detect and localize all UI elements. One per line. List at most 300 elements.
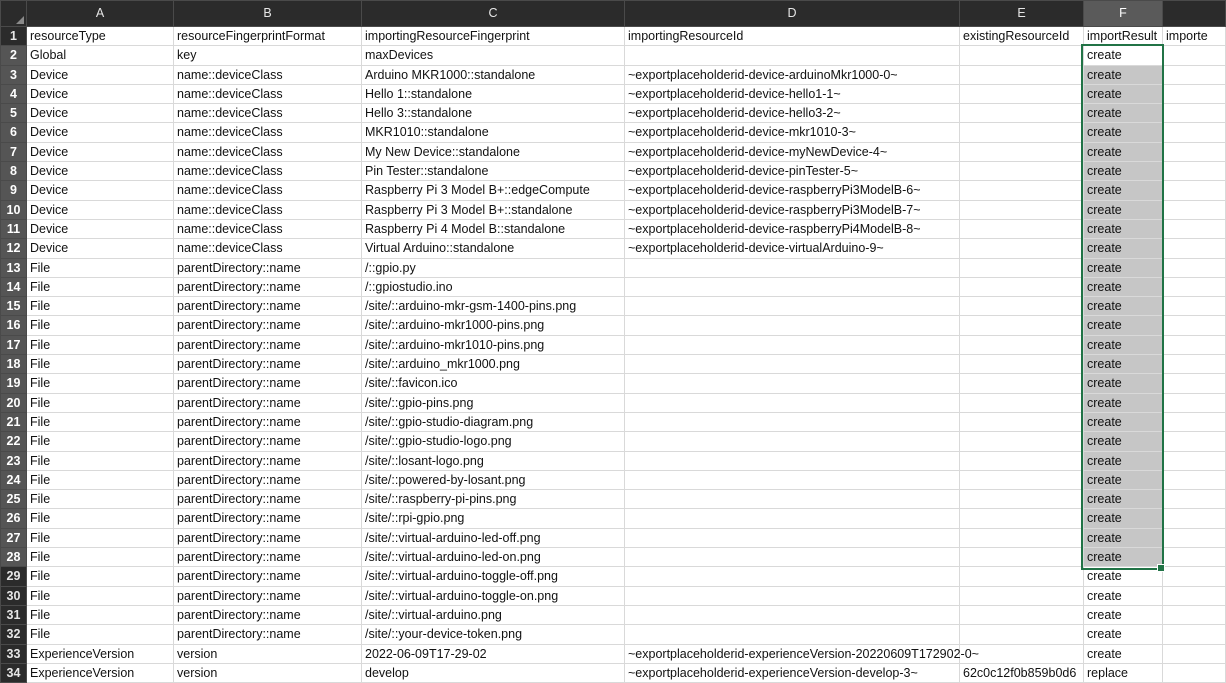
sheet-row — [1, 104, 1226, 123]
cell[interactable]: File — [27, 528, 174, 547]
cell[interactable]: maxDevices — [362, 46, 625, 65]
cell[interactable]: parentDirectory::name — [174, 605, 362, 624]
cell[interactable]: 62c0c12f0b859b0d6 — [960, 663, 1084, 682]
cell[interactable] — [960, 297, 1084, 316]
cell[interactable] — [625, 586, 960, 605]
cell[interactable] — [625, 393, 960, 412]
cell[interactable] — [1163, 104, 1226, 123]
cell[interactable] — [960, 374, 1084, 393]
cell[interactable]: File — [27, 625, 174, 644]
sheet-row — [1, 316, 1226, 335]
row-header[interactable]: 10 — [1, 200, 27, 219]
cell[interactable]: parentDirectory::name — [174, 277, 362, 296]
row-header[interactable]: 30 — [1, 586, 27, 605]
cell[interactable] — [625, 316, 960, 335]
cell[interactable] — [960, 46, 1084, 65]
row-header[interactable]: 5 — [1, 104, 27, 123]
cell[interactable]: ~exportplaceholderid-device-hello1-1~ — [625, 84, 960, 103]
cell[interactable]: parentDirectory::name — [174, 316, 362, 335]
cell[interactable] — [1163, 528, 1226, 547]
row-header[interactable]: 6 — [1, 123, 27, 142]
cell[interactable]: /site/::virtual-arduino-led-off.png — [362, 528, 625, 547]
row-header[interactable]: 11 — [1, 219, 27, 238]
cell[interactable] — [1163, 258, 1226, 277]
cell[interactable]: ExperienceVersion — [27, 644, 174, 663]
cell[interactable]: create — [1084, 84, 1163, 103]
cell[interactable] — [625, 451, 960, 470]
cell[interactable]: /site/::favicon.ico — [362, 374, 625, 393]
cell[interactable]: version — [174, 644, 362, 663]
cell[interactable] — [960, 142, 1084, 161]
cell[interactable] — [960, 393, 1084, 412]
cell[interactable]: parentDirectory::name — [174, 586, 362, 605]
cell[interactable]: parentDirectory::name — [174, 432, 362, 451]
cell[interactable]: File — [27, 412, 174, 431]
sheet-row — [1, 374, 1226, 393]
cell[interactable]: name::deviceClass — [174, 65, 362, 84]
cell[interactable] — [960, 277, 1084, 296]
cell[interactable] — [1163, 46, 1226, 65]
row-header[interactable]: 33 — [1, 644, 27, 663]
cell[interactable]: create — [1084, 316, 1163, 335]
cell[interactable] — [1163, 162, 1226, 181]
cell[interactable]: /site/::arduino_mkr1000.png — [362, 355, 625, 374]
cell[interactable]: /site/::gpio-studio-diagram.png — [362, 412, 625, 431]
cell[interactable]: Global — [27, 46, 174, 65]
cell[interactable]: /site/::gpio-pins.png — [362, 393, 625, 412]
row-header[interactable]: 21 — [1, 412, 27, 431]
cell[interactable] — [960, 181, 1084, 200]
cell[interactable] — [625, 374, 960, 393]
cell[interactable]: parentDirectory::name — [174, 335, 362, 354]
sheet-row — [1, 412, 1226, 431]
cell[interactable] — [625, 277, 960, 296]
row-header[interactable]: 28 — [1, 548, 27, 567]
cell[interactable]: File — [27, 374, 174, 393]
cell[interactable]: File — [27, 432, 174, 451]
sheet-row — [1, 625, 1226, 644]
row-header[interactable]: 29 — [1, 567, 27, 586]
cell[interactable] — [1163, 490, 1226, 509]
cell[interactable]: parentDirectory::name — [174, 548, 362, 567]
cell[interactable] — [1163, 181, 1226, 200]
cell[interactable]: Raspberry Pi 3 Model B+::edgeCompute — [362, 181, 625, 200]
cell[interactable]: Raspberry Pi 4 Model B::standalone — [362, 219, 625, 238]
cell[interactable] — [625, 297, 960, 316]
cell[interactable] — [960, 567, 1084, 586]
cell[interactable] — [960, 625, 1084, 644]
cell[interactable]: create — [1084, 219, 1163, 238]
cell[interactable]: create — [1084, 548, 1163, 567]
cell[interactable]: /site/::losant-logo.png — [362, 451, 625, 470]
cell[interactable]: replace — [1084, 663, 1163, 682]
cell[interactable]: /site/::arduino-mkr1000-pins.png — [362, 316, 625, 335]
cell[interactable] — [960, 239, 1084, 258]
cell[interactable]: ~exportplaceholderid-device-hello3-2~ — [625, 104, 960, 123]
cell[interactable]: My New Device::standalone — [362, 142, 625, 161]
row-header[interactable]: 7 — [1, 142, 27, 161]
sheet-row — [1, 181, 1226, 200]
cell[interactable]: create — [1084, 451, 1163, 470]
cell[interactable]: importingResourceFingerprint — [362, 27, 625, 46]
cell[interactable] — [625, 528, 960, 547]
cell[interactable]: name::deviceClass — [174, 142, 362, 161]
select-all-corner[interactable] — [1, 1, 27, 27]
cell[interactable]: create — [1084, 200, 1163, 219]
cell[interactable]: Pin Tester::standalone — [362, 162, 625, 181]
cell[interactable]: ~exportplaceholderid-device-myNewDevice-4~ — [625, 142, 960, 161]
cell[interactable] — [1163, 355, 1226, 374]
sheet-row — [1, 490, 1226, 509]
row-header[interactable]: 13 — [1, 258, 27, 277]
row-header[interactable]: 18 — [1, 355, 27, 374]
column-header[interactable]: C — [362, 1, 625, 27]
cell[interactable]: parentDirectory::name — [174, 470, 362, 489]
cell[interactable]: create — [1084, 509, 1163, 528]
cell[interactable] — [960, 162, 1084, 181]
cell[interactable]: create — [1084, 258, 1163, 277]
cell[interactable]: Device — [27, 123, 174, 142]
cell[interactable]: parentDirectory::name — [174, 567, 362, 586]
cell[interactable] — [625, 355, 960, 374]
cell[interactable]: Device — [27, 200, 174, 219]
cell[interactable]: create — [1084, 65, 1163, 84]
cell[interactable]: key — [174, 46, 362, 65]
cell[interactable]: File — [27, 355, 174, 374]
column-header[interactable]: B — [174, 1, 362, 27]
cell[interactable]: File — [27, 470, 174, 489]
cell[interactable]: ~exportplaceholderid-device-raspberryPi3ModelB-6~ — [625, 181, 960, 200]
cell[interactable] — [625, 567, 960, 586]
column-header-selected[interactable]: F — [1084, 1, 1163, 27]
cell[interactable] — [1163, 65, 1226, 84]
cell[interactable]: File — [27, 605, 174, 624]
cell[interactable]: Device — [27, 162, 174, 181]
cell[interactable]: /site/::powered-by-losant.png — [362, 470, 625, 489]
cell[interactable]: ~exportplaceholderid-device-raspberryPi3ModelB-7~ — [625, 200, 960, 219]
cell[interactable] — [960, 355, 1084, 374]
cell[interactable]: create — [1084, 239, 1163, 258]
cell[interactable]: importResult — [1084, 27, 1163, 46]
cell[interactable] — [625, 335, 960, 354]
row-header[interactable]: 1 — [1, 27, 27, 46]
cell[interactable] — [625, 258, 960, 277]
cell[interactable]: create — [1084, 355, 1163, 374]
row-header[interactable]: 31 — [1, 605, 27, 624]
cell[interactable] — [1163, 548, 1226, 567]
cell[interactable]: ~exportplaceholderid-experienceVersion-develop-3~ — [625, 663, 960, 682]
row-header[interactable]: 26 — [1, 509, 27, 528]
cell[interactable]: parentDirectory::name — [174, 258, 362, 277]
cell[interactable]: create — [1084, 181, 1163, 200]
cell[interactable] — [1163, 84, 1226, 103]
cell[interactable]: create — [1084, 393, 1163, 412]
cell[interactable]: ExperienceVersion — [27, 663, 174, 682]
cell[interactable] — [960, 84, 1084, 103]
cell[interactable] — [1163, 142, 1226, 161]
cell[interactable]: /site/::raspberry-pi-pins.png — [362, 490, 625, 509]
cell[interactable] — [1163, 123, 1226, 142]
cell[interactable]: create — [1084, 567, 1163, 586]
cell[interactable]: parentDirectory::name — [174, 451, 362, 470]
cell[interactable]: 2022-06-09T17-29-02 — [362, 644, 625, 663]
cell[interactable]: create — [1084, 335, 1163, 354]
cell[interactable]: /site/::your-device-token.png — [362, 625, 625, 644]
cell[interactable] — [625, 548, 960, 567]
row-header[interactable]: 22 — [1, 432, 27, 451]
cell[interactable]: /::gpiostudio.ino — [362, 277, 625, 296]
cell[interactable] — [625, 432, 960, 451]
row-header[interactable]: 32 — [1, 625, 27, 644]
cell[interactable]: ~exportplaceholderid-device-virtualArduino-9~ — [625, 239, 960, 258]
cell[interactable]: File — [27, 277, 174, 296]
cell[interactable]: File — [27, 335, 174, 354]
cell[interactable]: name::deviceClass — [174, 219, 362, 238]
cell[interactable]: resourceFingerprintFormat — [174, 27, 362, 46]
cell[interactable]: File — [27, 586, 174, 605]
cell[interactable] — [1163, 644, 1226, 663]
cell[interactable]: parentDirectory::name — [174, 374, 362, 393]
cell[interactable] — [1163, 625, 1226, 644]
cell[interactable]: File — [27, 509, 174, 528]
row-header[interactable]: 14 — [1, 277, 27, 296]
cell[interactable]: Device — [27, 65, 174, 84]
row-header[interactable]: 19 — [1, 374, 27, 393]
row-header[interactable]: 27 — [1, 528, 27, 547]
cell[interactable] — [1163, 316, 1226, 335]
cell[interactable]: parentDirectory::name — [174, 297, 362, 316]
cell[interactable] — [1163, 605, 1226, 624]
column-header[interactable]: E — [960, 1, 1084, 27]
cell[interactable] — [960, 258, 1084, 277]
cell[interactable]: /site/::rpi-gpio.png — [362, 509, 625, 528]
cell[interactable] — [960, 412, 1084, 431]
cell[interactable]: create — [1084, 605, 1163, 624]
cell[interactable] — [625, 412, 960, 431]
row-header[interactable]: 23 — [1, 451, 27, 470]
column-header[interactable]: A — [27, 1, 174, 27]
cell[interactable] — [625, 605, 960, 624]
cell[interactable]: File — [27, 258, 174, 277]
cell[interactable]: name::deviceClass — [174, 181, 362, 200]
cell[interactable] — [960, 123, 1084, 142]
cell[interactable] — [960, 65, 1084, 84]
column-header[interactable]: D — [625, 1, 960, 27]
cell[interactable]: create — [1084, 432, 1163, 451]
cell[interactable] — [960, 470, 1084, 489]
cell[interactable] — [960, 200, 1084, 219]
cell[interactable]: File — [27, 490, 174, 509]
cell[interactable]: /site/::virtual-arduino-led-on.png — [362, 548, 625, 567]
cell[interactable] — [960, 104, 1084, 123]
cell[interactable]: File — [27, 393, 174, 412]
cell[interactable]: version — [174, 663, 362, 682]
cell[interactable]: Device — [27, 142, 174, 161]
cell[interactable]: File — [27, 316, 174, 335]
row-header[interactable]: 4 — [1, 84, 27, 103]
cell[interactable]: importe — [1163, 27, 1226, 46]
cell[interactable]: Hello 3::standalone — [362, 104, 625, 123]
row-header[interactable]: 20 — [1, 393, 27, 412]
cell[interactable]: /site/::gpio-studio-logo.png — [362, 432, 625, 451]
sheet-row — [1, 509, 1226, 528]
cell[interactable] — [960, 509, 1084, 528]
cell[interactable]: ~exportplaceholderid-device-arduinoMkr1000-0~ — [625, 65, 960, 84]
cell[interactable]: ~exportplaceholderid-experienceVersion-20220609T172902-0~ — [625, 644, 960, 663]
cell[interactable]: ~exportplaceholderid-device-pinTester-5~ — [625, 162, 960, 181]
sheet-row — [1, 451, 1226, 470]
cell[interactable]: ~exportplaceholderid-device-raspberryPi4ModelB-8~ — [625, 219, 960, 238]
cell[interactable]: MKR1010::standalone — [362, 123, 625, 142]
row-header[interactable]: 2 — [1, 46, 27, 65]
cell[interactable]: parentDirectory::name — [174, 393, 362, 412]
sheet-row — [1, 605, 1226, 624]
cell[interactable]: Device — [27, 219, 174, 238]
cell[interactable]: existingResourceId — [960, 27, 1084, 46]
cell[interactable] — [960, 548, 1084, 567]
cell[interactable] — [1163, 393, 1226, 412]
cell[interactable]: create — [1084, 297, 1163, 316]
cell[interactable]: parentDirectory::name — [174, 509, 362, 528]
cell[interactable] — [1163, 567, 1226, 586]
cell[interactable]: create — [1084, 412, 1163, 431]
cell[interactable]: File — [27, 567, 174, 586]
sheet-row — [1, 393, 1226, 412]
sheet-row — [1, 277, 1226, 296]
cell[interactable] — [960, 432, 1084, 451]
cell[interactable] — [1163, 200, 1226, 219]
cell[interactable] — [1163, 374, 1226, 393]
row-header[interactable]: 25 — [1, 490, 27, 509]
cell[interactable]: create — [1084, 644, 1163, 663]
cell[interactable] — [625, 509, 960, 528]
cell[interactable]: create — [1084, 162, 1163, 181]
cell[interactable]: Device — [27, 239, 174, 258]
cell[interactable]: File — [27, 548, 174, 567]
cell[interactable]: /site/::virtual-arduino.png — [362, 605, 625, 624]
cell[interactable] — [1163, 432, 1226, 451]
sheet-row — [1, 239, 1226, 258]
sheet-row — [1, 644, 1226, 663]
cell[interactable]: resourceType — [27, 27, 174, 46]
cell[interactable]: create — [1084, 625, 1163, 644]
cell[interactable] — [1163, 451, 1226, 470]
cell[interactable] — [1163, 219, 1226, 238]
cell[interactable] — [960, 335, 1084, 354]
sheet-row — [1, 548, 1226, 567]
row-header[interactable]: 17 — [1, 335, 27, 354]
row-header[interactable]: 24 — [1, 470, 27, 489]
row-header[interactable]: 12 — [1, 239, 27, 258]
cell[interactable]: create — [1084, 142, 1163, 161]
cell[interactable]: /site/::arduino-mkr1010-pins.png — [362, 335, 625, 354]
cell[interactable]: name::deviceClass — [174, 104, 362, 123]
cell[interactable]: File — [27, 451, 174, 470]
cell[interactable] — [625, 625, 960, 644]
cell[interactable]: develop — [362, 663, 625, 682]
cell[interactable] — [1163, 509, 1226, 528]
cell[interactable]: create — [1084, 277, 1163, 296]
sheet-row — [1, 123, 1226, 142]
cell[interactable] — [960, 528, 1084, 547]
cell[interactable]: create — [1084, 46, 1163, 65]
cell[interactable] — [1163, 277, 1226, 296]
cell[interactable] — [960, 219, 1084, 238]
cell[interactable] — [1163, 335, 1226, 354]
cell[interactable]: Raspberry Pi 3 Model B+::standalone — [362, 200, 625, 219]
cell[interactable] — [1163, 586, 1226, 605]
cell[interactable] — [960, 605, 1084, 624]
cell[interactable]: /::gpio.py — [362, 258, 625, 277]
cell[interactable]: create — [1084, 490, 1163, 509]
cell[interactable] — [1163, 470, 1226, 489]
cell[interactable] — [960, 451, 1084, 470]
sheet-row — [1, 258, 1226, 277]
cell[interactable]: create — [1084, 104, 1163, 123]
row-header[interactable]: 16 — [1, 316, 27, 335]
sheet-row — [1, 84, 1226, 103]
cell[interactable]: /site/::arduino-mkr-gsm-1400-pins.png — [362, 297, 625, 316]
cell[interactable]: parentDirectory::name — [174, 355, 362, 374]
cell[interactable]: create — [1084, 586, 1163, 605]
cell[interactable]: Virtual Arduino::standalone — [362, 239, 625, 258]
cell[interactable]: create — [1084, 528, 1163, 547]
cell[interactable] — [625, 470, 960, 489]
row-header[interactable]: 34 — [1, 663, 27, 682]
cell[interactable]: Arduino MKR1000::standalone — [362, 65, 625, 84]
cell[interactable]: name::deviceClass — [174, 84, 362, 103]
cell[interactable]: parentDirectory::name — [174, 625, 362, 644]
row-header[interactable]: 9 — [1, 181, 27, 200]
cell[interactable]: Device — [27, 104, 174, 123]
column-header[interactable] — [1163, 1, 1226, 27]
sheet-row — [1, 219, 1226, 238]
sheet-row — [1, 567, 1226, 586]
cell[interactable]: Device — [27, 84, 174, 103]
cell[interactable]: Hello 1::standalone — [362, 84, 625, 103]
row-header[interactable]: 15 — [1, 297, 27, 316]
cell[interactable]: name::deviceClass — [174, 239, 362, 258]
cell[interactable]: ~exportplaceholderid-device-mkr1010-3~ — [625, 123, 960, 142]
cell[interactable]: /site/::virtual-arduino-toggle-off.png — [362, 567, 625, 586]
cell[interactable]: File — [27, 297, 174, 316]
cell[interactable]: parentDirectory::name — [174, 412, 362, 431]
cell[interactable]: name::deviceClass — [174, 162, 362, 181]
cell[interactable] — [960, 490, 1084, 509]
cell[interactable] — [625, 490, 960, 509]
cell[interactable]: importingResourceId — [625, 27, 960, 46]
cell[interactable]: name::deviceClass — [174, 123, 362, 142]
cell[interactable] — [1163, 239, 1226, 258]
cell[interactable] — [960, 316, 1084, 335]
cell[interactable]: create — [1084, 470, 1163, 489]
cell[interactable] — [1163, 663, 1226, 682]
cell[interactable] — [625, 46, 960, 65]
cell[interactable]: name::deviceClass — [174, 200, 362, 219]
cell[interactable]: Device — [27, 181, 174, 200]
cell[interactable] — [960, 586, 1084, 605]
cell[interactable] — [1163, 412, 1226, 431]
cell[interactable]: create — [1084, 123, 1163, 142]
cell[interactable]: create — [1084, 374, 1163, 393]
sheet-row — [1, 335, 1226, 354]
cell[interactable]: /site/::virtual-arduino-toggle-on.png — [362, 586, 625, 605]
cell[interactable]: parentDirectory::name — [174, 528, 362, 547]
row-header[interactable]: 8 — [1, 162, 27, 181]
row-header[interactable]: 3 — [1, 65, 27, 84]
cell[interactable] — [1163, 297, 1226, 316]
cell[interactable]: parentDirectory::name — [174, 490, 362, 509]
